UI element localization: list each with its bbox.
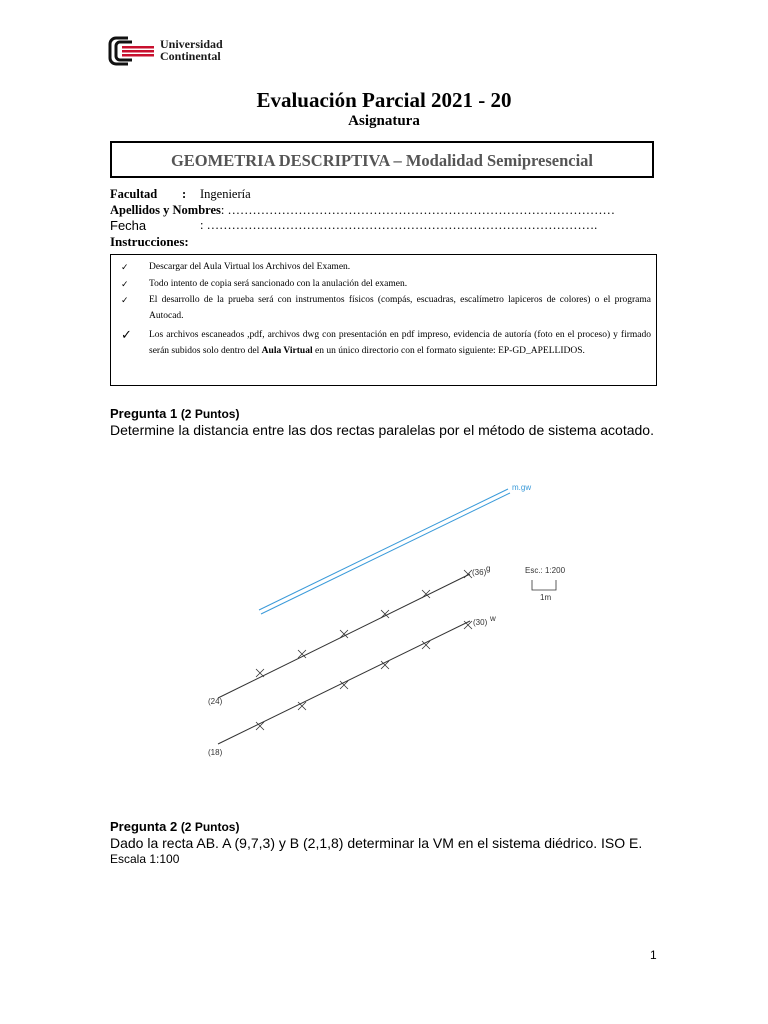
cota-w-end: (30) (473, 618, 488, 627)
facultad-row (110, 187, 251, 202)
instructions-box (110, 254, 657, 386)
question2-points: (2 Puntos) (180, 820, 240, 834)
checkmark-icon: ✓ (121, 327, 132, 342)
logo-line-2: Continental (160, 49, 221, 63)
line-g (218, 574, 470, 698)
scale-bar (532, 580, 556, 590)
question2-scale: Escala 1:100 (110, 852, 180, 866)
instruction-text: Descargar del Aula Virtual los Archivos del Examen. (149, 262, 351, 272)
question1-text: Determine la distancia entre las dos rectas paralelas por el método de sistema acotado. (110, 422, 654, 438)
question2-title: Pregunta 2 (110, 819, 178, 834)
instruction-text: Todo intento de copia será sancionado con la anulación del examen. (149, 279, 408, 289)
logo-line-1: Universidad (160, 37, 223, 51)
line-w-ticks (256, 621, 472, 730)
logo-mark-icon (108, 36, 156, 66)
instruction-text: El desarrollo de la prueba será con instrumentos físicos (compás, escuadras, escalímetro lapiceros de colores) o el programa Autocad. (149, 295, 651, 321)
nombres-label: Apellidos y Nombres (110, 203, 221, 217)
instrucciones-heading (110, 234, 189, 250)
label-g: g (486, 564, 491, 573)
line-w (218, 621, 470, 744)
course-name-box (110, 141, 654, 178)
university-logo (108, 36, 248, 66)
scale-unit: 1m (540, 593, 552, 602)
fecha-value: : …………………………………………………………………………………. (200, 218, 598, 232)
facultad-value: Ingeniería (200, 187, 251, 201)
scale-label: Esc.: 1:200 (525, 566, 566, 575)
question1-title: Pregunta 1 (110, 406, 178, 421)
question2-heading (110, 819, 239, 834)
exam-subtitle: Asignatura (348, 113, 420, 129)
cota-g-end: (36) (472, 568, 487, 577)
nombres-row (110, 203, 615, 218)
cota-w-start: (18) (208, 748, 223, 757)
question2-text: Dado la recta AB. A (9,7,3) y B (2,1,8) determinar la VM en el sistema diédrico. ISO E. (110, 835, 643, 851)
checkmark-icon: ✓ (121, 279, 129, 289)
cotas-diagram (0, 470, 768, 770)
label-w: w (490, 614, 496, 623)
blue-line-b (261, 493, 510, 614)
fecha-row (110, 218, 598, 234)
fecha-label: Fecha (110, 218, 147, 233)
blue-line-a (259, 489, 508, 610)
checkmark-icon: ✓ (121, 295, 129, 305)
cota-g-start: (24) (208, 697, 223, 706)
course-name: GEOMETRIA DESCRIPTIVA – Modalidad Semipresencial (170, 151, 594, 170)
blue-line-label: m.gw (512, 483, 532, 492)
nombres-value: : ………………………………………………………………………………… (220, 203, 615, 217)
instrucciones-label: Instrucciones: (110, 234, 189, 249)
facultad-colon: : (182, 187, 187, 201)
instruction-text (149, 327, 651, 359)
instruction-bold: Aula Virtual (261, 346, 313, 356)
page-number: 1 (650, 948, 657, 962)
exam-title: Evaluación Parcial 2021 - 20 (256, 88, 512, 112)
facultad-label: Facultad (110, 187, 158, 201)
question1-heading (110, 406, 239, 421)
question1-points: (2 Puntos) (180, 407, 240, 421)
checkmark-icon: ✓ (121, 262, 129, 272)
line-g-ticks (256, 570, 472, 677)
instruction-text-part2: en un único directorio con el formato siguiente: EP-GD_APELLIDOS. (314, 346, 585, 356)
instruction-text-part1: Los archivos escaneados ,pdf, archivos dwg con presentación en pdf impreso, evidencia de autoría (foto en el proceso) y firmado serán subidos solo dentro del (149, 330, 651, 356)
